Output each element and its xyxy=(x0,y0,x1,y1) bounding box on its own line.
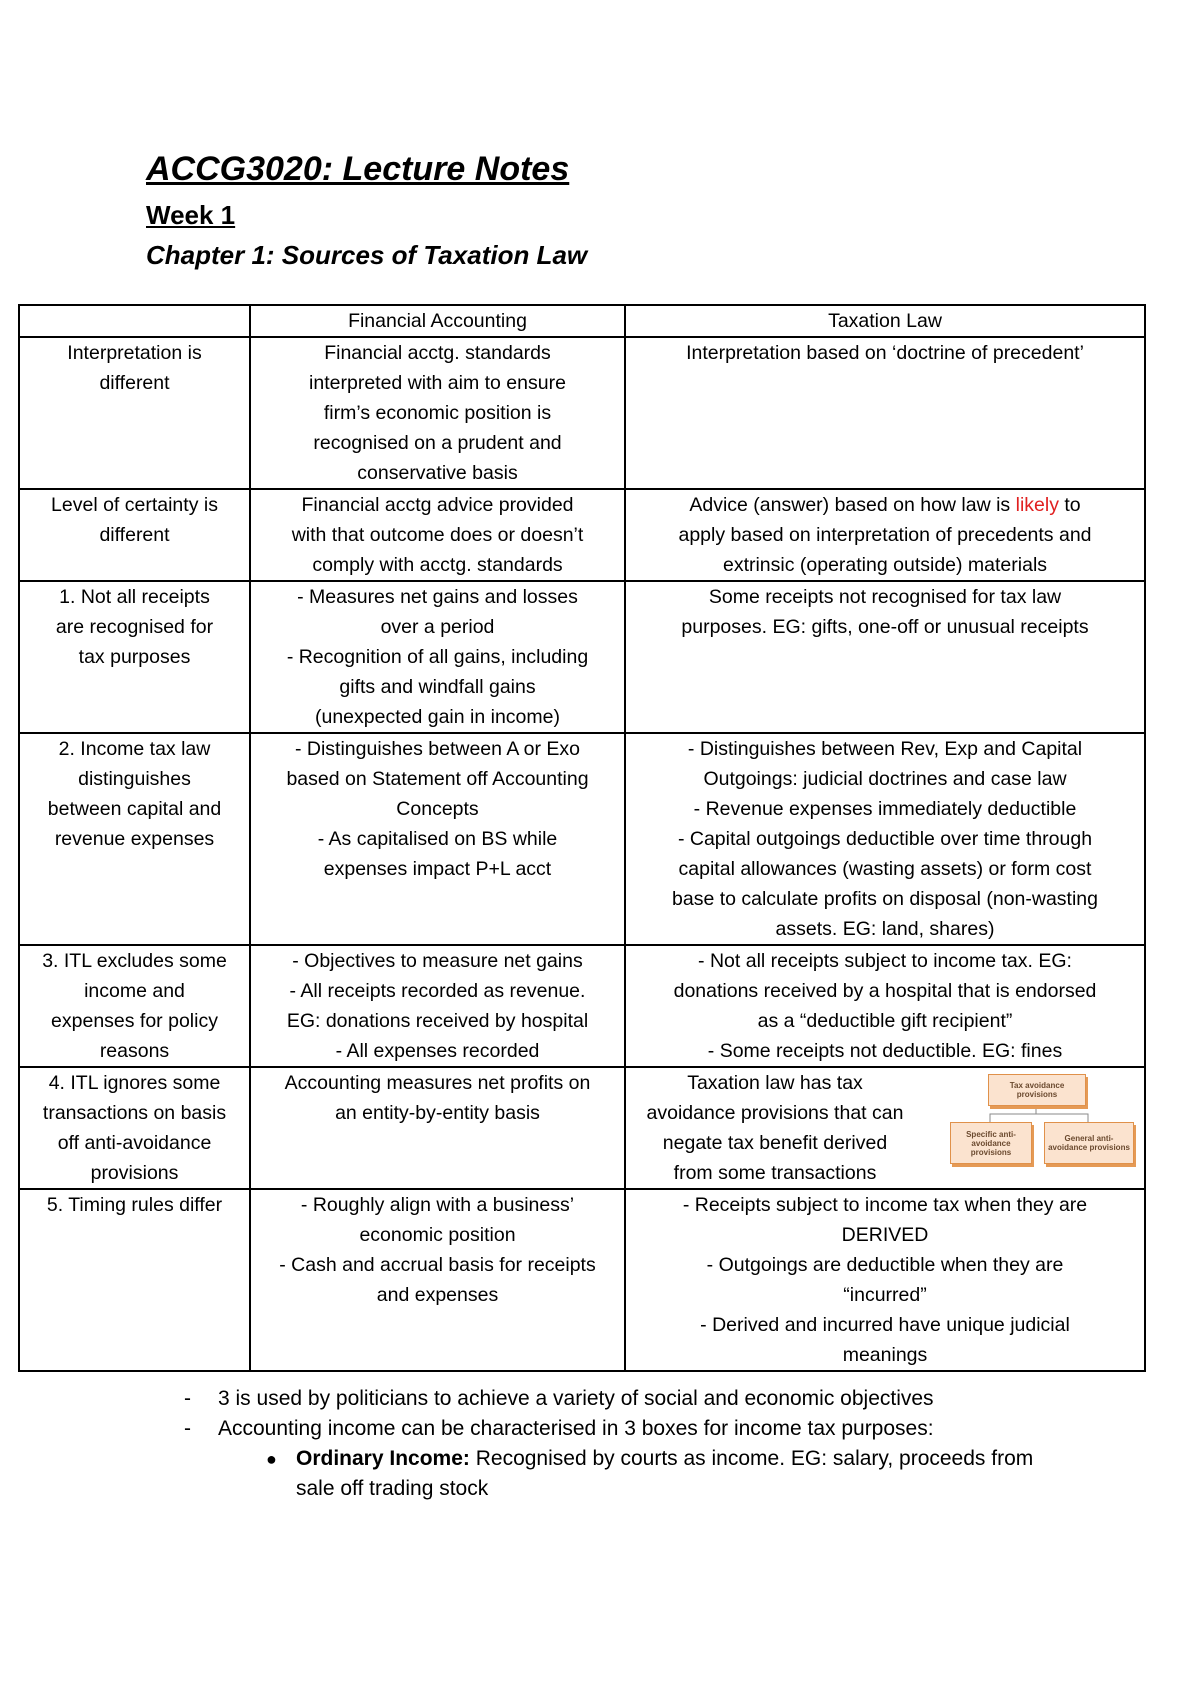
comparison-table xyxy=(18,304,1146,1372)
table-row xyxy=(19,945,1145,1067)
financial-accounting-cell: - Measures net gains and losses over a period - Recognition of all gains, including gifts and windfall gains (unexpected gain in income) xyxy=(250,581,625,733)
header-empty xyxy=(19,305,250,337)
taxation-law-cell: Interpretation based on ‘doctrine of precedent’ xyxy=(625,337,1145,489)
financial-accounting-cell: - Objectives to measure net gains - All receipts recorded as revenue. EG: donations received by hospital - All expenses recorded xyxy=(250,945,625,1067)
table-row xyxy=(19,581,1145,733)
tax-avoidance-diagram xyxy=(948,1072,1138,1172)
list-item: - 3 is used by politicians to achieve a variety of social and economic objectives xyxy=(184,1384,1084,1414)
header-financial-accounting: Financial Accounting xyxy=(250,305,625,337)
list-item: ● Ordinary Income: Recognised by courts as income. EG: salary, proceeds from sale off trading stock xyxy=(256,1444,1084,1504)
taxation-law-cell: Taxation law has tax avoidance provisions that can negate tax benefit derived from some transactions Tax avoidance provisions Specific anti-avoidance provisions General anti-avoidance provisions xyxy=(625,1067,1145,1189)
table-row xyxy=(19,337,1145,489)
chapter-heading: Chapter 1: Sources of Taxation Law xyxy=(146,240,588,270)
notes-bullet-list xyxy=(184,1384,1084,1504)
taxation-law-cell: - Receipts subject to income tax when they are DERIVED - Outgoings are deductible when they are “incurred” - Derived and incurred have unique judicial meanings xyxy=(625,1189,1145,1371)
taxation-law-cell: - Not all receipts subject to income tax. EG: donations received by a hospital that is endorsed as a “deductible gift recipient” - Some receipts not deductible. EG: fines xyxy=(625,945,1145,1067)
diagram-box-general: General anti-avoidance provisions xyxy=(1044,1122,1134,1164)
taxation-law-cell: Some receipts not recognised for tax law purposes. EG: gifts, one-off or unusual receipts xyxy=(625,581,1145,733)
sub-bullet-list xyxy=(218,1444,1084,1504)
financial-accounting-cell: - Distinguishes between A or Exo based on Statement off Accounting Concepts - As capitalised on BS while expenses impact P+L acct xyxy=(250,733,625,945)
row-label: 5. Timing rules differ xyxy=(19,1189,250,1371)
diagram-box-specific: Specific anti-avoidance provisions xyxy=(950,1122,1032,1164)
row-label: 3. ITL excludes some income and expenses for policy reasons xyxy=(19,945,250,1067)
table-row xyxy=(19,1189,1145,1371)
dash-bullet-icon: - xyxy=(184,1387,191,1410)
row-label: 2. Income tax law distinguishes between capital and revenue expenses xyxy=(19,733,250,945)
row-label: Level of certainty is different xyxy=(19,489,250,581)
dash-bullet-icon: - xyxy=(184,1417,191,1440)
taxation-law-cell: Advice (answer) based on how law is likely to apply based on interpretation of precedents and extrinsic (operating outside) materials xyxy=(625,489,1145,581)
header-taxation-law: Taxation Law xyxy=(625,305,1145,337)
financial-accounting-cell: Accounting measures net profits on an entity-by-entity basis xyxy=(250,1067,625,1189)
row-label: 4. ITL ignores some transactions on basis off anti-avoidance provisions xyxy=(19,1067,250,1189)
table-row xyxy=(19,733,1145,945)
taxation-law-cell: - Distinguishes between Rev, Exp and Capital Outgoings: judicial doctrines and case law - Revenue expenses immediately deductible - Capital outgoings deductible over time through capital allowances (wasting assets) or form cost base to calculate profits on disposal (non-wasting assets. EG: land, shares) xyxy=(625,733,1145,945)
list-item: - Accounting income can be characterised in 3 boxes for income tax purposes: ● Ordinary Income: Recognised by courts as income. EG: salary, proceeds from sale off trading stock xyxy=(184,1414,1084,1504)
table-header-row xyxy=(19,305,1145,337)
diagram-box-tax-avoidance: Tax avoidance provisions xyxy=(988,1074,1086,1106)
page-title: ACCG3020: Lecture Notes xyxy=(146,150,570,188)
table-row xyxy=(19,489,1145,581)
row-label: 1. Not all receipts are recognised for tax purposes xyxy=(19,581,250,733)
row-label: Interpretation is different xyxy=(19,337,250,489)
financial-accounting-cell: Financial acctg. standards interpreted with aim to ensure firm’s economic position is recognised on a prudent and conservative basis xyxy=(250,337,625,489)
table-row xyxy=(19,1067,1145,1189)
financial-accounting-cell: Financial acctg advice provided with that outcome does or doesn’t comply with acctg. standards xyxy=(250,489,625,581)
financial-accounting-cell: - Roughly align with a business’ economic position - Cash and accrual basis for receipts and expenses xyxy=(250,1189,625,1371)
highlight-likely: likely xyxy=(1015,494,1059,516)
round-bullet-icon: ● xyxy=(266,1449,277,1469)
week-heading: Week 1 xyxy=(146,200,236,230)
